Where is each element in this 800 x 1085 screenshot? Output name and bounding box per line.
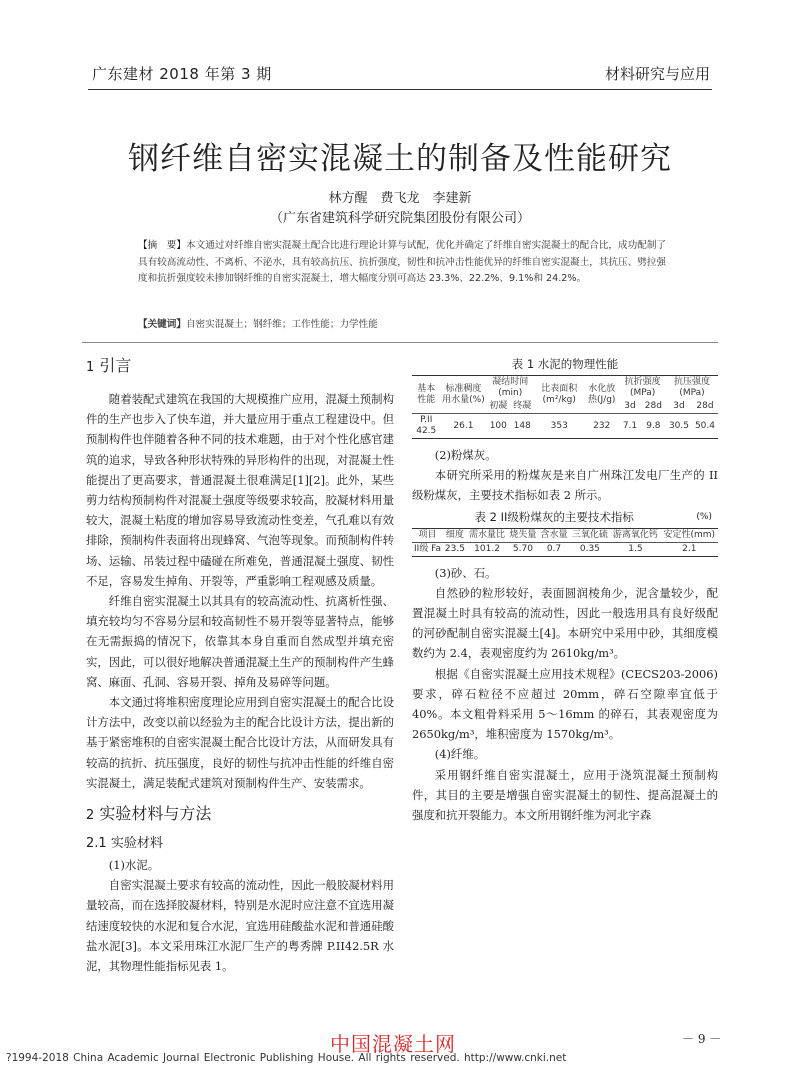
paragraph: 根据《自密实混凝土应用技术规程》(CECS203-2006)要求，碎石粒径不应超过 20mm，碎石空隙率宜低于 40%。本文粗骨料采用 5～16mm 的碎石，其表观密度为 2650kg/m³，堆积密度为 1570kg/m³。 [412,666,718,742]
section-heading-1: 1 引言 [86,356,132,375]
table-header: 项目 [418,529,437,540]
table-cell: 232 [584,414,619,439]
paragraph: 纤维自密实混凝土以其具有的较高流动性、抗离析性强、填充较均匀不容易分层和较高韧性不易开裂等显著特点，能够在无需振捣的情况下，依靠其本身自重而自然成型并填充密实，因此，可以很好地解决普通混凝土生产的预制构件产生蜂窝、麻面、孔洞、容易开裂、掉角及易碎等问题。 [86,594,394,689]
header-rule [88,89,712,90]
abstract-divider [82,342,718,343]
table2-caption: 表 2 II级粉煤灰的主要技术指标 (%) [412,506,718,528]
table-header: 初凝 [489,401,508,411]
table-cell: 26.1 [441,414,487,439]
table1-caption: 表 1 水泥的物理性能 [511,357,619,371]
table-header: 基本性能 [417,383,436,405]
abstract-text: 本文通过对纤维自密实混凝土配合比进行理论计算与试配，优化并确定了纤维自密实混凝土的配合比，成功配制了具有较高流动性、不离析、不泌水，具有较高抗压、抗折强度，韧性和抗冲击性能优异的纤维自密实混凝土，其抗压、劈拉强度和抗折强度较未掺加钢纤维的自密实混凝土，增大幅度分别可高达 23.3%、22.2%、9.1%和 24.2%。 [138,240,667,284]
item-heading: (2)粉煤灰。 [434,448,497,462]
right-column [412,353,718,825]
table-header: 3d [673,401,685,411]
table-header: 比表面积(m²/kg) [541,383,578,405]
table-header: 抗折强度(MPa) [624,377,661,398]
table-header: 需水量比 [469,529,506,540]
table-cell: 1.5 [610,542,660,556]
paper-title: 钢纤维自密实混凝土的制备及性能研究 [128,141,672,177]
item-heading: (1)水泥。 [108,858,160,873]
table-cell: 50.4 [692,414,718,439]
cnki-footer: ?1994-2018 China Academic Journal Electronic Publishing House. All rights reserved. http://www.cnki.net [6,1052,567,1064]
table2-unit: (%) [696,511,712,522]
table-header: 28d [644,401,662,411]
table-row [412,414,718,439]
table-header: 抗压强度(MPa) [674,377,711,398]
table-cell: 2.1 [661,542,718,556]
paragraph: 自密实混凝土要求有较高的流动性，因此一般胶凝材料用量较高，而在选择胶凝材料，特别是水泥时应注意不宜选用凝结速度较快的水泥和复合水泥，宜选用硅酸盐水泥和普通硅酸盐水泥[3]。本文采用珠江水泥厂生产的粤秀牌 P.II42.5R 水泥，其物理性能指标见表 1。 [86,878,394,974]
table-cell: 9.8 [641,414,666,439]
abstract [138,238,666,288]
item-heading: (3)砂、石。 [434,565,497,580]
authors: 林方醒 费飞龙 李建新 [328,191,472,206]
affiliation: （广东省建筑科学研究院集团股份有限公司） [269,211,530,226]
paragraph: 随着装配式建筑在我国的大规模推广应用，混凝土预制构件的生产也步入了快车道，并大量应用于重点工程建设中。但预制构件也伴随着各种不同的技术难题，由于对个性化感官建筑的追求，导致各种形状特殊的异形构件的出现，对混凝土性能提出了更高要求，普通混凝土很难满足[1][2]。此外，某些剪力结构预制构件对混凝土强度等级要求较高，胶凝材料用量较大，混凝土粘度的增加容易导致流动性变差，气孔难以有效排除，预制构件表面将出现蜂窝、气泡等现象。而预制构件转场、运输、吊装过程中磕碰在所难免，普通混凝土强度、韧性不足，容易发生掉角、开裂等，严重影响工程观感及质量。 [86,392,394,588]
table-header: 终凝 [513,401,532,411]
section-header: 材料研究与应用 [604,65,710,83]
item-heading: (4)纤维。 [434,747,486,762]
table-cell: 5.70 [507,542,538,556]
table-row [412,542,718,556]
table-header: 3d [624,401,636,411]
table-header: 细度 [445,529,464,540]
table-header: 含水量 [540,529,568,540]
watermark: 中国混凝土网 [330,1032,456,1056]
left-column [86,355,394,976]
table-header: 安定性(mm) [663,529,716,540]
table-header: 烧失量 [509,529,537,540]
table-header: 游离氧化钙 [612,529,658,540]
paragraph: 本研究所采用的粉煤灰是来自广州珠江发电厂生产的 II 级粉煤灰，主要技术指标如表 2 所示。 [412,468,718,503]
section-heading-2: 2 实验材料与方法 [86,804,212,824]
keywords-text: 自密实混凝土；钢纤维；工作性能；力学性能 [185,319,378,330]
paragraph: 本文通过将堆积密度理论应用到自密实混凝土的配合比设计方法中，改变以前以经验为主的配合比设计方法，提出新的基于紧密堆积的自密实混凝土配合比设计方法，从而研发具有较高的抗折、抗压强度，良好的韧性与抗冲击性能的纤维自密实混凝土，满足装配式建筑对预制构件生产、安装需求。 [86,695,394,790]
journal-header: 广东建材 2018 年第 3 期 [92,65,272,83]
table-header: 三氧化硫 [571,529,608,540]
table-header: 28d [696,401,714,411]
keywords [138,316,666,330]
table-cell: 353 [534,414,584,439]
abstract-label: 【摘 要】 [138,240,187,251]
table-cell: II级 Fa [412,542,443,556]
table-cell: 30.5 [666,414,692,439]
table2 [412,528,718,557]
paragraph: 采用钢纤维自密实混凝土，应用于浇筑混凝土预制构件，其目的主要是增强自密实混凝土的韧性、提高混凝土的强度和抗开裂能力。本文所用钢纤维为河北宇森 [412,767,718,823]
table-cell: P.II 42.5 [412,414,441,439]
table-cell: 0.7 [538,542,569,556]
table-cell: 101.2 [467,542,508,556]
table-cell: 0.35 [570,542,611,556]
table-header: 标准稠度用水量(%) [442,383,485,405]
table-cell: 148 [510,414,534,439]
table1 [412,375,718,439]
subsection-heading-2-1: 2.1 实验材料 [86,836,163,852]
table-cell: 7.1 [619,414,641,439]
page-number: － 9 － [682,1032,722,1046]
table-header: 凝结时间(min) [492,377,529,398]
table-header: 水化放热(J/g) [588,383,616,405]
table-cell: 23.5 [443,542,467,556]
paragraph: 自然砂的粒形较好，表面圆润棱角少，泥含量较少，配置混凝土时具有较高的流动性，因此一般选用具有良好级配的河砂配制自密实混凝土[4]。本研究中采用中砂，其细度模数约为 2.4，表观密度约为 2610kg/m³。 [412,585,718,661]
table-cell: 100 [486,414,510,439]
keywords-label: 【关键词】 [138,319,186,330]
